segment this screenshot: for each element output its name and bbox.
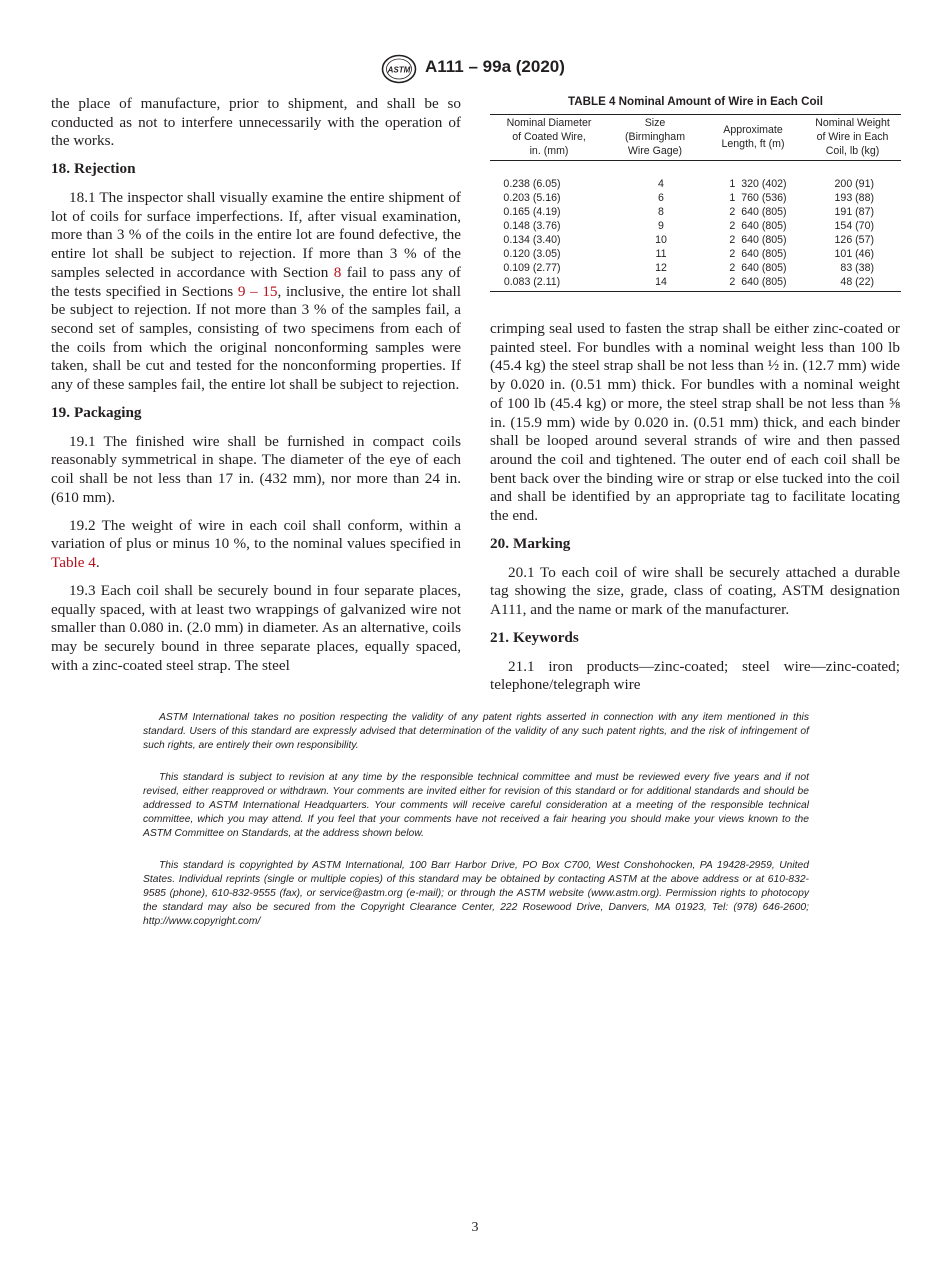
table-cell: 101 (46) bbox=[834, 247, 874, 260]
table-cell: 0.238 (6.05) bbox=[503, 177, 561, 190]
paragraph-19-1: 19.1 The finished wire shall be furnished in compact coils reasonably symmetrical in shape. The diameter of the eye of each coil shall be not less than 17 in. (432 mm), nor more than 24 in. (610 mm). bbox=[51, 432, 461, 506]
header-line: Wire Gage) bbox=[627, 144, 683, 157]
text-run: , inclusive, the entire lot shall be subject to rejection. If not more than 3 % of the samples fail, a second set of samples, consisting of two specimens from each of the coils from which the original nonconforming samples were taken, shall be cut and tested for the nonconforming properties. If any of these samples fail, the entire lot shall be subject to rejection. bbox=[51, 282, 461, 394]
table-cell: 0.134 (3.40) bbox=[503, 233, 561, 246]
table-cell: 1 760 (536) bbox=[729, 191, 787, 204]
text-run: . bbox=[95, 554, 100, 572]
table-cell: 2 640 (805) bbox=[729, 261, 787, 274]
table-row bbox=[490, 191, 901, 205]
header-line: of Wire in Each bbox=[816, 130, 889, 143]
table-spacer-row bbox=[490, 161, 901, 177]
table-row bbox=[490, 247, 901, 261]
table-cell: 0.083 (2.11) bbox=[490, 275, 608, 292]
section-number: 19. bbox=[51, 403, 70, 421]
table-cell: 200 (91) bbox=[834, 177, 874, 190]
text-run: 19.2 The weight of wire in each coil shall conform, within a variation of plus or minus 10 %, to the nominal values specified in bbox=[51, 516, 461, 553]
table-cell: 154 (70) bbox=[834, 219, 874, 232]
paragraph-continuation: the place of manufacture, prior to shipment, and shall be so conducted as not to interfere unnecessarily with the operation of the works. bbox=[51, 95, 461, 150]
header-line: (Birmingham bbox=[624, 130, 686, 143]
page-number: 3 bbox=[471, 1220, 479, 1235]
document-designation: A111 – 99a (2020) bbox=[425, 57, 565, 76]
table-cell: 2 640 (805) bbox=[729, 233, 787, 246]
table-cell: 12 bbox=[655, 261, 667, 274]
table-cell: 2 640 (805) bbox=[729, 205, 787, 218]
table-cell: 0.148 (3.76) bbox=[503, 219, 561, 232]
table-title: TABLE 4 Nominal Amount of Wire in Each Coil bbox=[568, 95, 823, 108]
section-heading-marking bbox=[490, 535, 900, 554]
astm-logo-icon bbox=[381, 54, 417, 84]
table-cell: 10 bbox=[655, 233, 667, 246]
table-cell: 83 (38) bbox=[840, 261, 874, 274]
table-cell: 191 (87) bbox=[834, 205, 874, 218]
table-cell: 6 bbox=[658, 191, 664, 204]
table-4 bbox=[490, 95, 901, 292]
paragraph-19-3: 19.3 Each coil shall be securely bound in four separate places, equally spaced, with at least two wrappings of galvanized wire not smaller than 0.080 in. (2.0 mm) in diameter. As an alternative, coils may be securely bound in three separate places, equally spaced, with a zinc-coated steel strap. The steel bbox=[51, 581, 461, 674]
astm-logo-text: ASTM bbox=[387, 65, 411, 75]
table-cell: 8 bbox=[658, 205, 664, 218]
header-line: Size bbox=[644, 117, 666, 129]
section-title: Marking bbox=[512, 534, 571, 552]
paragraph-19-2 bbox=[51, 517, 461, 573]
table-cell: 0.203 (5.16) bbox=[503, 191, 561, 204]
table-cell: 48 (22) bbox=[804, 275, 901, 292]
section-title: Keywords bbox=[512, 628, 579, 646]
header-line: Coil, lb (kg) bbox=[825, 144, 880, 157]
text-run: 18.1 The inspector shall visually examine the entire shipment of lot of coils for surface imperfections. If, after visual examination, more than 3 % of the coils in the entire lot are found defective, the entire lot shall be subject to rejection. If more than 3 % of the samples selected in accordance with Section bbox=[51, 189, 461, 281]
section-title: Rejection bbox=[73, 160, 136, 178]
table-cell: 1 320 (402) bbox=[729, 177, 787, 190]
header-line: Approximate bbox=[723, 123, 783, 136]
section-number: 20. bbox=[490, 534, 509, 552]
table-row bbox=[490, 275, 901, 292]
section-heading-rejection bbox=[51, 160, 461, 179]
table-row bbox=[490, 205, 901, 219]
table-row bbox=[490, 219, 901, 233]
column-header-weight bbox=[804, 115, 901, 161]
page-header bbox=[0, 54, 950, 84]
section-number: 18. bbox=[51, 160, 70, 178]
table-cell: 11 bbox=[655, 247, 667, 260]
table-cell: 2 640 (805) bbox=[702, 275, 804, 292]
right-column bbox=[490, 320, 900, 704]
header-line: Nominal Weight bbox=[815, 117, 890, 129]
column-header-length bbox=[702, 115, 804, 161]
header-line: Nominal Diameter bbox=[506, 117, 592, 129]
text-run: fail to pass any of the tests specified in Sections bbox=[51, 263, 461, 300]
header-line: in. (mm) bbox=[529, 144, 569, 157]
table-row bbox=[490, 233, 901, 247]
table-cell: 4 bbox=[658, 177, 664, 190]
paragraph-20-1: 20.1 To each coil of wire shall be securely attached a durable tag showing the size, grade, class of coating, ASTM designation A111, and the name or mark of the manufacturer. bbox=[490, 563, 900, 619]
table-cell: 126 (57) bbox=[834, 233, 874, 246]
table-cell: 2 640 (805) bbox=[729, 219, 787, 232]
section-8-link[interactable]: 8 bbox=[333, 263, 342, 281]
table-cell: 2 640 (805) bbox=[729, 247, 787, 260]
table-4-link[interactable]: Table 4 bbox=[51, 554, 96, 572]
patent-notice: ASTM International takes no position respecting the validity of any patent rights asserted in connection with any item mentioned in this standard. Users of this standard are expressly advised that determination of the validity of any such patent rights, and the risk of infringement of such rights, are entirely their own responsibility. bbox=[143, 712, 809, 751]
section-title: Packaging bbox=[73, 403, 142, 421]
wire-coil-table bbox=[490, 114, 901, 292]
column-header-size bbox=[608, 115, 702, 161]
header-line: of Coated Wire, bbox=[512, 130, 586, 143]
table-cell: 0.120 (3.05) bbox=[503, 247, 561, 260]
header-line: Length, ft (m) bbox=[721, 137, 785, 150]
column-header-diameter bbox=[490, 115, 608, 161]
table-header-row bbox=[490, 115, 901, 161]
sections-9-15-link[interactable]: 9 – 15 bbox=[237, 282, 278, 300]
spacer-cell bbox=[490, 161, 901, 177]
table-row bbox=[490, 177, 901, 191]
table-cell: 14 bbox=[608, 275, 702, 292]
table-cell: 193 (88) bbox=[834, 191, 874, 204]
table-cell: 0.165 (4.19) bbox=[503, 205, 561, 218]
section-heading-packaging bbox=[51, 404, 461, 423]
table-row bbox=[490, 261, 901, 275]
table-cell: 0.109 (2.77) bbox=[503, 261, 561, 274]
paragraph-21-1: 21.1 iron products—zinc-coated; steel wire—zinc-coated; telephone/telegraph wire bbox=[490, 657, 900, 694]
table-cell: 9 bbox=[658, 219, 664, 232]
paragraph-19-3-continuation: crimping seal used to fasten the strap shall be either zinc-coated or painted steel. For bundles with a nominal weight less than 100 lb (45.4 kg) the steel strap shall be not less than ½ in. (12.7 mm) wide by 0.020 in. (0.51 mm) thick. For bundles with a nominal weight of 100 lb (45.4 kg) or more, the steel strap shall be not less than ⅝ in. (15.9 mm) wide by 0.020 in. (0.51 mm) thick, and each binder shall be looped around several strands of wire and then passed around the coil and tightened. The outer end of each coil shall be bent back over the binding wire or strap or else tucked into the coil and shall be identified by an appropriate tag to facilitate locating the end. bbox=[490, 320, 900, 525]
paragraph-18-1 bbox=[51, 189, 461, 395]
left-column bbox=[51, 95, 461, 685]
section-heading-keywords bbox=[490, 629, 900, 648]
section-number: 21. bbox=[490, 628, 509, 646]
copyright-notice: This standard is copyrighted by ASTM International, 100 Barr Harbor Drive, PO Box C700, West Conshohocken, PA 19428-2959, United States. Individual reprints (single or multiple copies) of this standard may be obtained by contacting ASTM at the above address or at 610-832-9585 (phone), 610-832-9555 (fax), or service@astm.org (e-mail); or through the ASTM website (www.astm.org). Permission rights to photocopy the standard may also be secured from the Copyright Clearance Center, 222 Rosewood Drive, Danvers, MA 01923, Tel: (978) 646-2600; http://www.copyright.com/ bbox=[143, 860, 809, 927]
revision-notice: This standard is subject to revision at any time by the responsible technical committee and must be reviewed every five years and if not revised, either reapproved or withdrawn. Your comments are invited either for revision of this standard or for additional standards and should be addressed to ASTM International Headquarters. Your comments will receive careful consideration at a meeting of the responsible technical committee, which you may attend. If you feel that your comments have not received a fair hearing you should make your views known to the ASTM Committee on Standards, at the address shown below. bbox=[143, 772, 809, 839]
